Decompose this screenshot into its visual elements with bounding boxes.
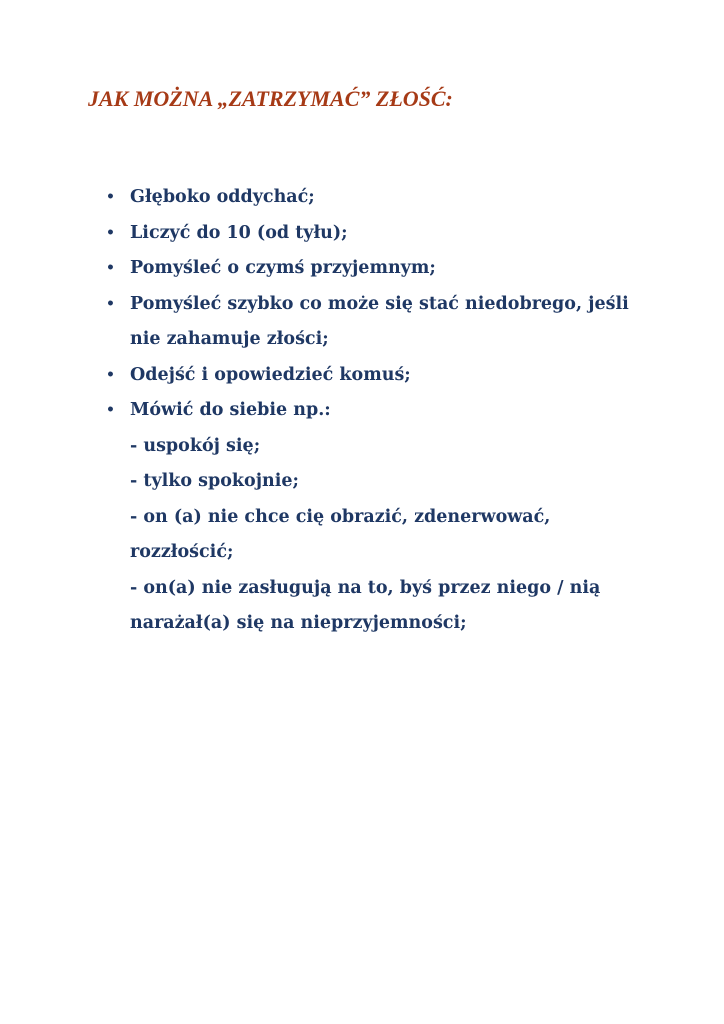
- phrase-line: - on (a) nie chce cię obrazić, zdenerwować,: [130, 506, 551, 527]
- list-item-text: Pomyśleć szybko co może się stać niedobrego, jeśli: [130, 293, 629, 314]
- list-item-text: Mówić do siebie np.:: [130, 400, 331, 420]
- tips-list: [105, 180, 665, 642]
- list-item-text: Głęboko oddychać;: [130, 187, 315, 207]
- phrase-line: - on(a) nie zasługują na to, byś przez niego / nią: [130, 577, 601, 598]
- list-item-text: Liczyć do 10 (od tyłu);: [130, 222, 348, 243]
- bullet-icon: •: [106, 189, 115, 205]
- list-item-text-continuation: nie zahamuje złości;: [130, 329, 329, 349]
- list-item: [105, 393, 665, 642]
- bullet-icon: •: [106, 224, 115, 241]
- phrase-line: narażał(a) się na nieprzyjemności;: [130, 613, 467, 633]
- bullet-icon: •: [106, 402, 115, 418]
- list-item-text: Odejść i opowiedzieć komuś;: [130, 364, 411, 385]
- phrase-line: rozzłościć;: [130, 542, 234, 562]
- list-item: [105, 180, 665, 216]
- list-item: [105, 358, 665, 394]
- bullet-icon: •: [106, 295, 115, 312]
- page-title: JAK MOŻNA „ZATRZYMAĆ” ZŁOŚĆ:: [88, 86, 453, 111]
- phrase-line: - tylko spokojnie;: [130, 471, 300, 491]
- bullet-icon: •: [106, 260, 115, 276]
- list-item-text: Pomyśleć o czymś przyjemnym;: [130, 258, 436, 278]
- bullet-icon: •: [106, 366, 115, 383]
- list-item: [105, 251, 665, 287]
- list-item: [105, 287, 665, 358]
- phrase-line: - uspokój się;: [130, 435, 261, 456]
- list-item: [105, 216, 665, 252]
